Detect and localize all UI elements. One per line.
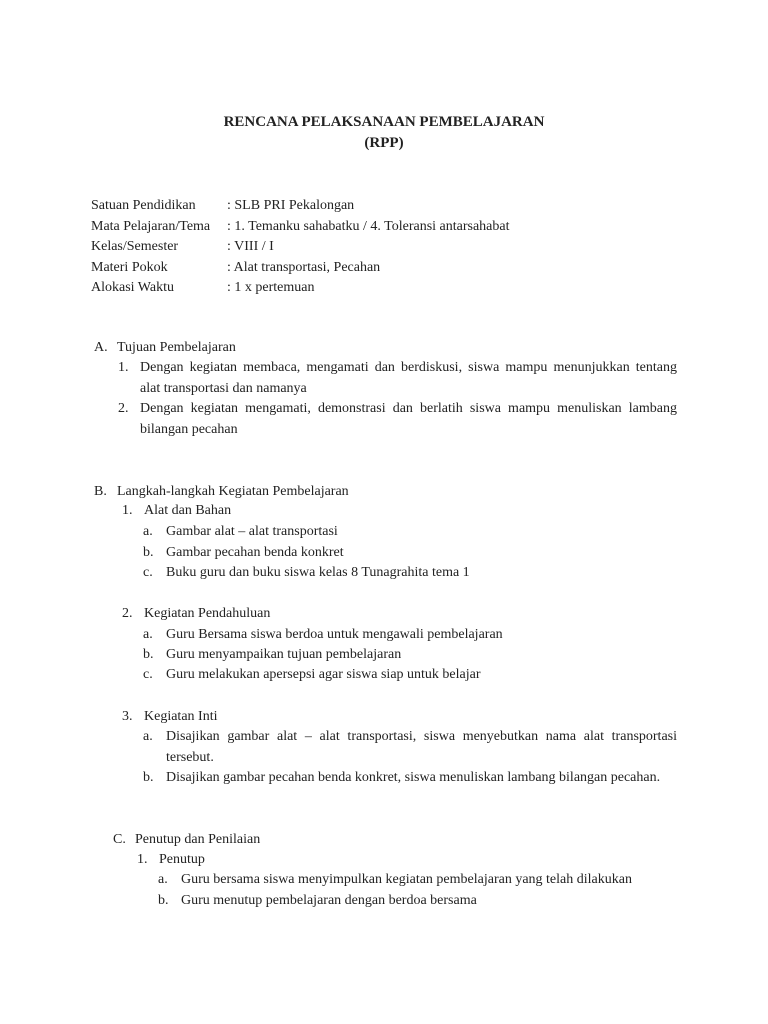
section-title: Penutup dan Penilaian	[135, 832, 261, 847]
item-marker: b.	[158, 893, 169, 908]
item-marker: 1.	[118, 360, 129, 375]
section-marker: A.	[94, 340, 108, 355]
item-marker: a.	[143, 729, 153, 744]
item-marker: a.	[158, 872, 168, 887]
item-marker: b.	[143, 545, 154, 560]
subsection-title: Kegiatan Pendahuluan	[144, 606, 271, 621]
document-title: RENCANA PELAKSANAAN PEMBELAJARAN	[223, 114, 545, 130]
list-item	[143, 543, 344, 563]
list-item	[143, 563, 470, 583]
item-marker: b.	[143, 770, 154, 785]
subsection-heading	[122, 707, 217, 727]
identity-row-kelas	[91, 237, 510, 258]
section-a-heading	[94, 338, 236, 358]
identity-row-alokasi	[91, 278, 510, 299]
list-item	[143, 665, 481, 685]
item-text: Disajikan gambar alat – alat transportasi, siswa menyebutkan nama alat transportasi tersebut.	[166, 729, 677, 765]
subsection-marker: 3.	[122, 709, 133, 724]
section-marker: B.	[94, 484, 107, 499]
identity-table	[91, 196, 510, 299]
section-c-heading	[113, 830, 260, 850]
section-b-heading	[94, 482, 349, 502]
item-text: Dengan kegiatan membaca, mengamati dan berdiskusi, siswa mampu menunjukkan tentang alat transportasi dan namanya	[140, 360, 677, 396]
identity-key: Satuan Pendidikan	[91, 198, 196, 213]
item-marker: a.	[143, 627, 153, 642]
list-item	[0, 358, 768, 400]
item-text: Guru menutup pembelajaran dengan berdoa bersama	[181, 893, 477, 908]
item-marker: c.	[143, 565, 153, 580]
item-text: Gambar pecahan benda konkret	[166, 545, 344, 560]
item-text: Guru bersama siswa menyimpulkan kegiatan pembelajaran yang telah dilakukan	[181, 872, 632, 887]
subsection-marker: 2.	[122, 606, 133, 621]
list-item	[158, 870, 632, 890]
item-text: Dengan kegiatan mengamati, demonstrasi dan berlatih siswa mampu menuliskan lambang bilangan pecahan	[140, 401, 677, 437]
identity-key: Kelas/Semester	[91, 239, 179, 255]
section-title: Tujuan Pembelajaran	[117, 340, 236, 355]
list-item	[143, 645, 401, 665]
subsection-title: Penutup	[159, 852, 205, 867]
subsection-heading	[122, 604, 270, 624]
document-subtitle: (RPP)	[364, 135, 404, 151]
list-item	[158, 891, 477, 911]
identity-row-mapel	[91, 217, 510, 238]
subsection-title: Alat dan Bahan	[144, 503, 232, 518]
item-text: Guru menyampaikan tujuan pembelajaran	[166, 647, 402, 662]
identity-row-satuan	[91, 196, 510, 217]
identity-row-materi	[91, 258, 510, 279]
section-title: Langkah-langkah Kegiatan Pembelajaran	[117, 484, 349, 499]
item-marker: a.	[143, 524, 153, 539]
item-text: Disajikan gambar pecahan benda konkret, siswa menuliskan lambang bilangan pecahan.	[166, 770, 661, 785]
list-item	[0, 727, 768, 769]
item-text: Gambar alat – alat transportasi	[166, 524, 338, 539]
identity-value: : 1. Temanku sahabatku / 4. Toleransi antarsahabat	[227, 218, 510, 234]
list-item	[0, 399, 768, 441]
identity-value: : SLB PRI Pekalongan	[227, 198, 355, 213]
subsection-title: Kegiatan Inti	[144, 709, 218, 724]
list-item	[143, 522, 338, 542]
identity-key: Mata Pelajaran/Tema	[91, 218, 211, 234]
identity-value: : Alat transportasi, Pecahan	[227, 259, 381, 275]
subsection-marker: 1.	[137, 852, 148, 867]
section-marker: C.	[113, 832, 126, 847]
item-text: Guru Bersama siswa berdoa untuk mengawali pembelajaran	[166, 627, 503, 642]
identity-key: Materi Pokok	[91, 259, 168, 275]
identity-value: : VIII / I	[227, 239, 274, 255]
identity-value: : 1 x pertemuan	[227, 280, 315, 296]
subsection-heading	[122, 501, 231, 521]
list-item	[0, 768, 768, 810]
item-text: Buku guru dan buku siswa kelas 8 Tunagrahita tema 1	[166, 565, 470, 580]
item-marker: c.	[143, 667, 153, 682]
item-text: Guru melakukan apersepsi agar siswa siap untuk belajar	[166, 667, 481, 682]
subsection-marker: 1.	[122, 503, 133, 518]
subsection-heading	[137, 850, 205, 870]
item-marker: b.	[143, 647, 154, 662]
item-marker: 2.	[118, 401, 129, 416]
identity-key: Alokasi Waktu	[91, 280, 174, 296]
list-item	[143, 625, 503, 645]
